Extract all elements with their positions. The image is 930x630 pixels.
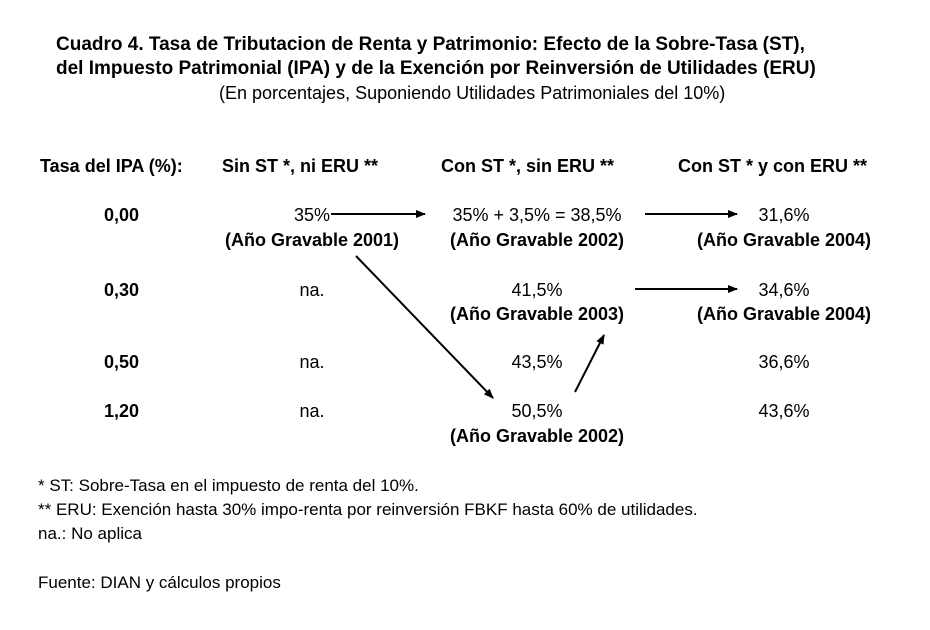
arrow-up-icon [575, 335, 604, 392]
table-subtitle: (En porcentajes, Suponiendo Utilidades Patrimoniales del 10%) [219, 83, 726, 103]
cell-value: 35% + 3,5% = 38,5% [452, 205, 622, 225]
table-title-line1: Cuadro 4. Tasa de Tributacion de Renta y Patrimonio: Efecto de la Sobre-Tasa (ST), [56, 34, 805, 55]
cell-value: 36,6% [758, 352, 810, 372]
cell-value: 34,6% [758, 280, 810, 300]
cell-year: (Año Gravable 2001) [224, 230, 400, 250]
cell-year: (Año Gravable 2004) [696, 230, 872, 250]
header-col3: Con ST * y con ERU ** [678, 156, 868, 176]
cell-value: 43,5% [511, 352, 563, 372]
cell-value: 35% [293, 205, 331, 225]
cell-value: 31,6% [758, 205, 810, 225]
cell-year: (Año Gravable 2003) [449, 304, 625, 324]
cell-year: (Año Gravable 2004) [696, 304, 872, 324]
row-ipa-label: 0,50 [104, 352, 140, 372]
cell-value: na. [299, 280, 325, 300]
note-eru: ** ERU: Exención hasta 30% impo-renta por reinversión FBKF hasta 60% de utilidades. [38, 500, 698, 519]
table-title-line2: del Impuesto Patrimonial (IPA) y de la Exención por Reinversión de Utilidades (ERU) [56, 58, 816, 79]
header-ipa: Tasa del IPA (%): [40, 156, 183, 176]
cell-value: na. [299, 401, 325, 421]
arrow-diagonal-icon [356, 256, 493, 398]
cell-value: na. [299, 352, 325, 372]
row-ipa-label: 0,30 [104, 280, 140, 300]
note-na: na.: No aplica [38, 524, 142, 543]
source-note: Fuente: DIAN y cálculos propios [38, 573, 281, 592]
cell-value: 50,5% [511, 401, 563, 421]
header-col1: Sin ST *, ni ERU ** [222, 156, 379, 176]
header-col2: Con ST *, sin ERU ** [441, 156, 615, 176]
cell-value: 43,6% [758, 401, 810, 421]
row-ipa-label: 0,00 [104, 205, 140, 225]
cell-year: (Año Gravable 2002) [449, 426, 625, 446]
cell-value: 41,5% [511, 280, 563, 300]
row-ipa-label: 1,20 [104, 401, 140, 421]
note-st: * ST: Sobre-Tasa en el impuesto de renta del 10%. [38, 476, 419, 495]
cell-year: (Año Gravable 2002) [449, 230, 625, 250]
